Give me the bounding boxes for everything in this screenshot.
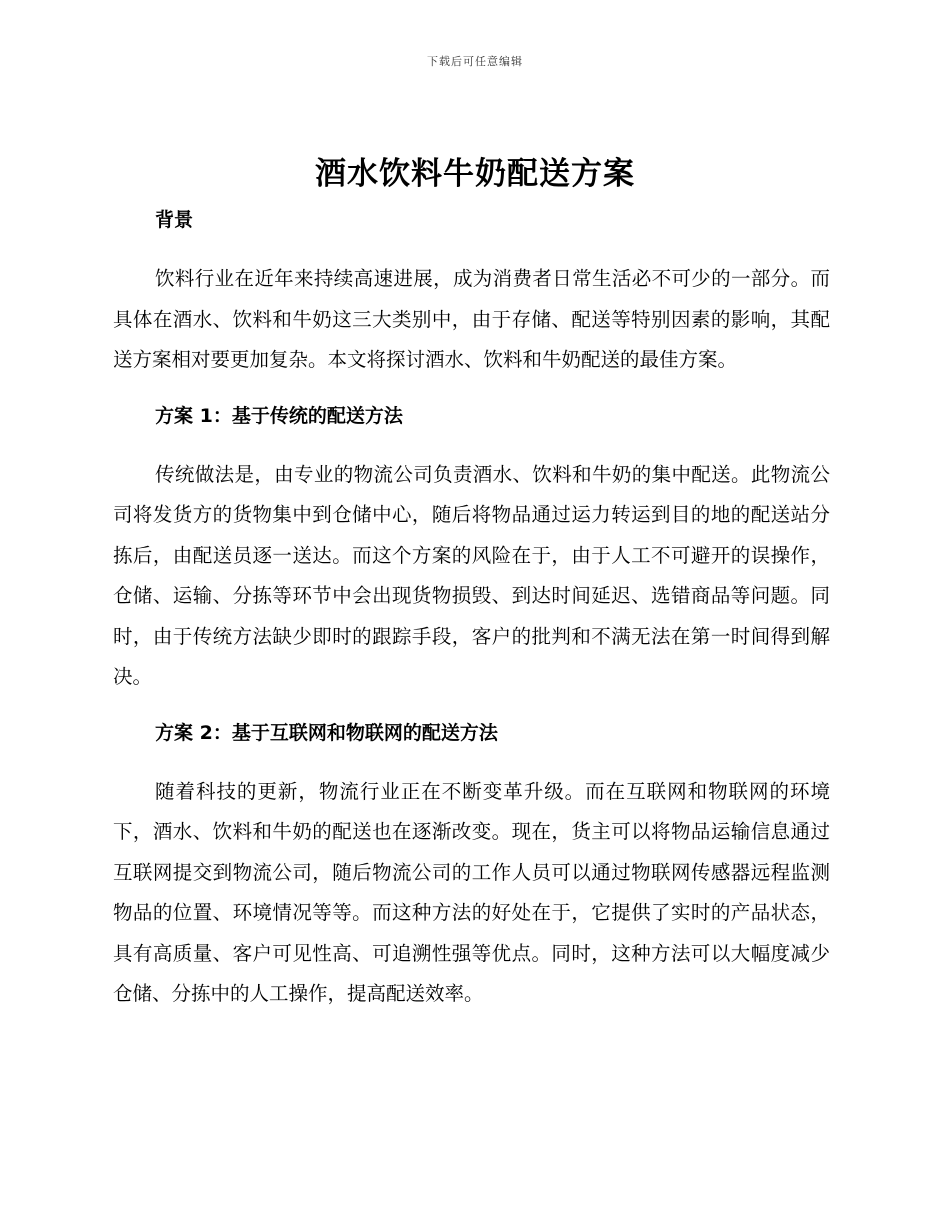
section-plan-2 bbox=[113, 716, 830, 1015]
section-background bbox=[113, 203, 830, 381]
section-heading-plan-1: 方案 1：基于传统的配送方法 bbox=[155, 404, 403, 427]
document-title: 酒水饮料牛奶配送方案 bbox=[315, 156, 635, 192]
section-paragraph-plan-2: 随着科技的更新，物流行业正在不断变革升级。而在互联网和物联网的环境下，酒水、饮料和牛奶的配送也在逐渐改变。现在，货主可以将物品运输信息通过互联网提交到物流公司，随后物流公司的工作人员可以通过物联网传感器远程监测物品的位置、环境情况等等。而这种方法的好处在于，它提供了实时的产品状态，具有高质量、客户可见性高、可追溯性强等优点。同时，这种方法可以大幅度减少仓储、分拣中的人工操作，提高配送效率。 bbox=[113, 779, 830, 1005]
section-heading-background: 背景 bbox=[155, 209, 194, 231]
document-body bbox=[113, 203, 830, 1033]
page-header-note: 下载后可任意编辑 bbox=[427, 55, 523, 68]
section-paragraph-plan-1: 传统做法是，由专业的物流公司负责酒水、饮料和牛奶的集中配送。此物流公司将发货方的货物集中到仓储中心，随后将物品通过运力转运到目的地的配送站分拣后，由配送员逐一送达。而这个方案的风险在于，由于人工不可避开的误操作，仓储、运输、分拣等环节中会出现货物损毁、到达时间延迟、选错商品等问题。同时，由于传统方法缺少即时的跟踪手段，客户的批判和不满无法在第一时间得到解决。 bbox=[113, 462, 830, 688]
section-paragraph-background: 饮料行业在近年来持续高速进展，成为消费者日常生活必不可少的一部分。而具体在酒水、饮料和牛奶这三大类别中，由于存储、配送等特别因素的影响，其配送方案相对要更加复杂。本文将探讨酒水、饮料和牛奶配送的最佳方案。 bbox=[113, 267, 830, 371]
section-plan-1 bbox=[113, 399, 830, 698]
section-heading-plan-2: 方案 2：基于互联网和物联网的配送方法 bbox=[155, 721, 498, 744]
